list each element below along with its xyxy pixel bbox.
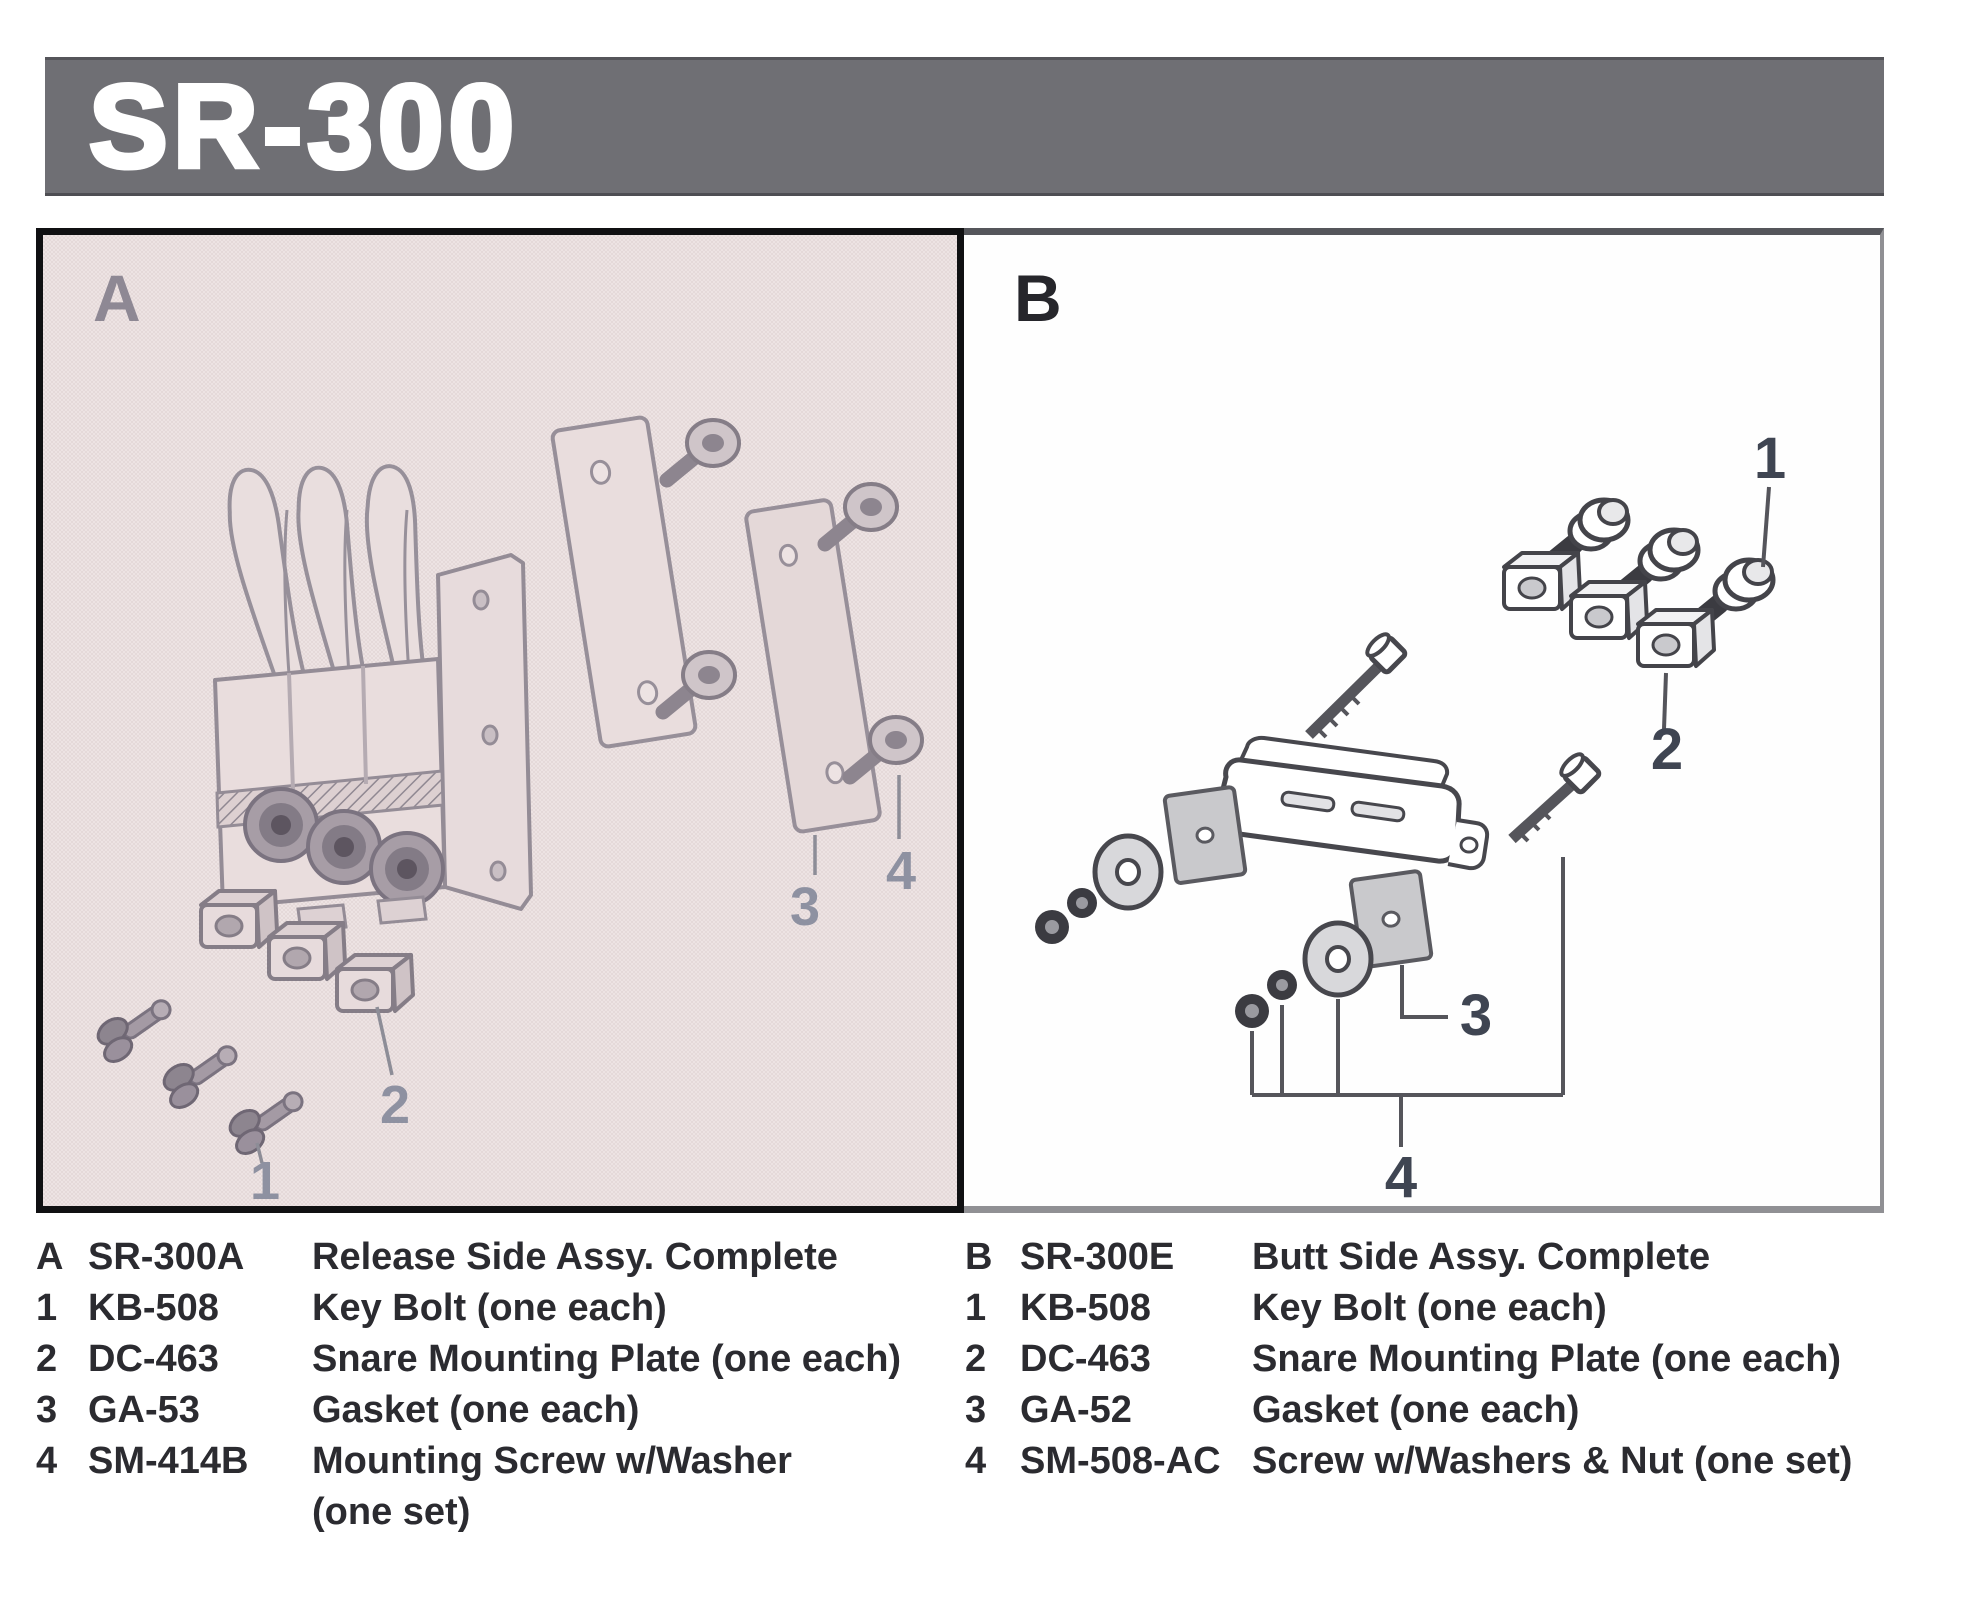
parts-list-b (965, 1232, 1880, 1487)
tension-screw-2 (1512, 751, 1600, 841)
part-code: KB-508 (88, 1287, 219, 1329)
part-code: DC-463 (88, 1338, 219, 1380)
part-code: GA-52 (1020, 1389, 1132, 1431)
panel-a (36, 228, 964, 1213)
strainer-body (215, 464, 531, 931)
list-a-assembly: Release Side Assy. Complete (312, 1236, 838, 1278)
part-code: DC-463 (1020, 1338, 1151, 1380)
callout-a-4: 4 (885, 841, 917, 901)
part-num: 1 (965, 1287, 987, 1329)
part-code: KB-508 (1020, 1287, 1151, 1329)
callout-a-2: 2 (379, 1075, 411, 1135)
part-num: 4 (36, 1440, 58, 1482)
callout-a-1: 1 (249, 1151, 281, 1206)
nuts-lower (1235, 970, 1297, 1028)
part-desc: Snare Mounting Plate (one each) (312, 1338, 902, 1380)
part-desc: Screw w/Washers & Nut (one set) (1252, 1440, 1853, 1482)
part-code: GA-53 (88, 1389, 200, 1431)
part-desc-line1: Mounting Screw w/Washer (312, 1440, 792, 1482)
list-a-panel-letter: A (36, 1236, 64, 1278)
panel-b-label: B (1014, 261, 1062, 335)
part-desc-line2: (one set) (312, 1491, 471, 1533)
list-b-model: SR-300E (1020, 1236, 1175, 1278)
throw-off-levers (219, 464, 432, 686)
part-num: 1 (36, 1287, 58, 1329)
panel-a-label: A (93, 261, 141, 335)
part-desc: Key Bolt (one each) (1252, 1287, 1607, 1329)
panel-b (964, 228, 1884, 1213)
callout-b-3: 3 (1459, 983, 1493, 1048)
part-num: 2 (36, 1338, 58, 1380)
key-bolts (89, 987, 311, 1158)
tension-screw-1 (1309, 631, 1406, 737)
part-num: 3 (965, 1389, 987, 1431)
header-bar (45, 57, 1884, 196)
part-desc (312, 1436, 941, 1538)
callout-b-4: 4 (1384, 1145, 1418, 1206)
part-num: 2 (965, 1338, 987, 1380)
part-num: 4 (965, 1440, 987, 1482)
panel-a-diagram (43, 235, 957, 1206)
washer-left (1095, 836, 1161, 908)
gasket-left (1164, 787, 1246, 884)
parts-list-a (36, 1232, 941, 1538)
washer-lower (1305, 923, 1371, 995)
part-desc: Key Bolt (one each) (312, 1287, 667, 1329)
callout-b-1: 1 (1753, 426, 1787, 491)
part-desc: Gasket (one each) (312, 1389, 640, 1431)
callout-b-2: 2 (1650, 717, 1684, 782)
list-a-model: SR-300A (88, 1236, 245, 1278)
part-desc: Snare Mounting Plate (one each) (1252, 1338, 1842, 1380)
nuts-left (1035, 888, 1097, 944)
panel-b-diagram (964, 235, 1880, 1206)
part-code: SM-414B (88, 1440, 249, 1482)
list-b-assembly: Butt Side Assy. Complete (1252, 1236, 1711, 1278)
part-code: SM-508-AC (1020, 1440, 1221, 1482)
part-desc: Gasket (one each) (1252, 1389, 1580, 1431)
list-b-panel-letter: B (965, 1236, 993, 1278)
page-title: SR-300 (89, 60, 520, 193)
part-num: 3 (36, 1389, 58, 1431)
callout-a-3: 3 (789, 877, 821, 937)
gasket-plate-far (745, 499, 881, 832)
